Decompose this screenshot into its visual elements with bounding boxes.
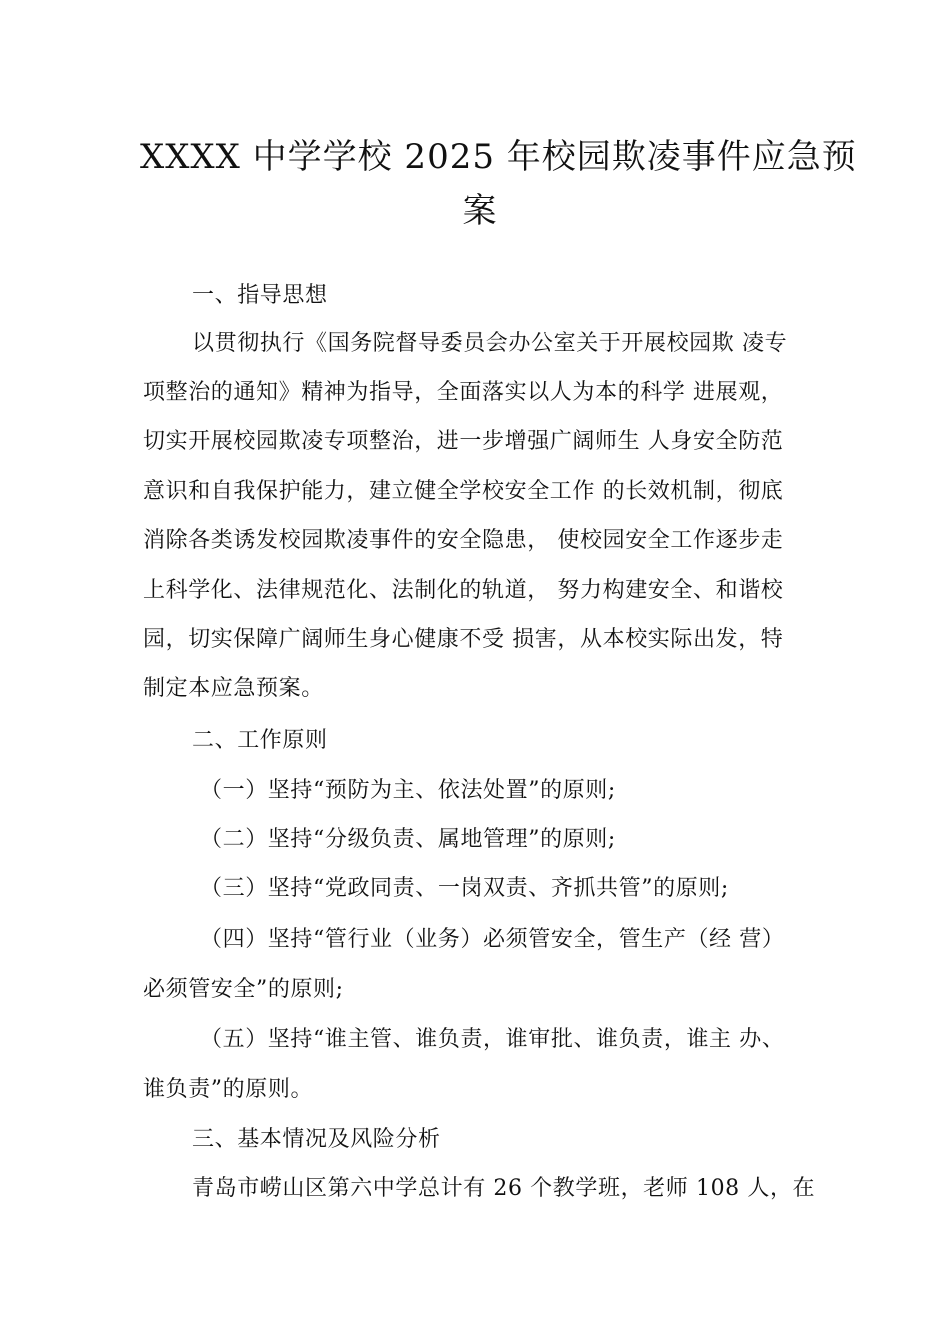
document-title-line-1: XXXX 中学学校 2025 年校园欺凌事件应急预 [140,137,857,177]
principle-item: （一）坚持“预防为主、依法处置”的原则; [200,778,616,803]
paragraph-line: 消除各类诱发校园欺凌事件的安全隐患， 使校园安全工作逐步走 [143,528,784,553]
principle-item-continued: 必须管安全”的原则; [143,977,344,1002]
principle-item: （三）坚持“党政同责、一岗双责、齐抓共管”的原则; [200,876,729,901]
paragraph-line: 制定本应急预案。 [143,676,324,701]
section-heading-2: 二、工作原则 [192,728,328,753]
paragraph-line: 青岛市崂山区第六中学总计有 26 个教学班，老师 108 人，在 [192,1176,816,1201]
section-heading-1: 一、指导思想 [192,283,328,308]
principle-item-continued: 谁负责”的原则。 [143,1077,314,1102]
paragraph-line: 上科学化、法律规范化、法制化的轨道， 努力构建安全、和谐校 [143,578,784,603]
principle-item: （四）坚持“管行业（业务）必须管安全，管生产（经 营） [200,927,785,952]
principle-item: （二）坚持“分级负责、属地管理”的原则; [200,827,616,852]
document-title-line-2: 案 [462,191,498,231]
paragraph-line: 以贯彻执行《国务院督导委员会办公室关于开展校园欺 凌专 [192,331,788,356]
principle-item: （五）坚持“谁主管、谁负责，谁审批、谁负责，谁主 办、 [200,1027,785,1052]
section-heading-3: 三、基本情况及风险分析 [192,1127,441,1152]
paragraph-line: 意识和自我保护能力，建立健全学校安全工作 的长效机制，彻底 [143,479,784,504]
paragraph-line: 项整治的通知》精神为指导，全面落实以人为本的科学 进展观， [143,380,784,405]
paragraph-line: 切实开展校园欺凌专项整治，进一步增强广阔师生 人身安全防范 [143,429,784,454]
paragraph-line: 园，切实保障广阔师生身心健康不受 损害，从本校实际出发，特 [143,627,784,652]
